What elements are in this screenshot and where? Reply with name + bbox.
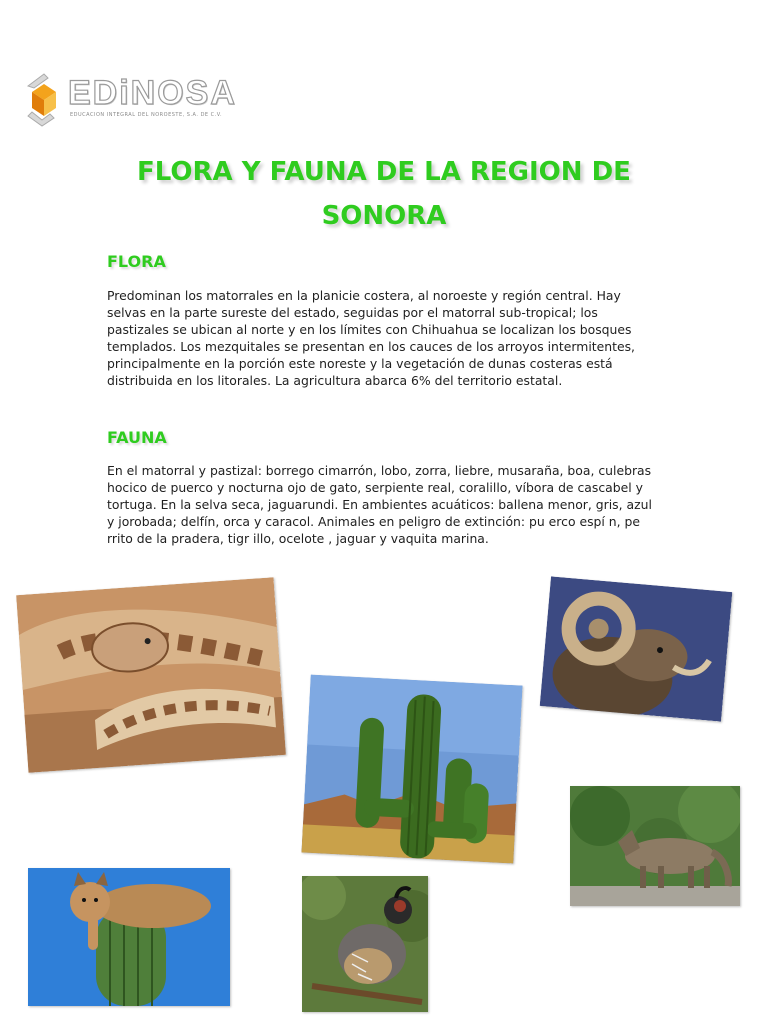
rattlesnake-photo xyxy=(16,577,286,773)
gambel-quail-photo xyxy=(302,876,428,1012)
fauna-paragraph: En el matorral y pastizal: borrego cimarrón, lobo, zorra, liebre, musaraña, boa, culebras hocico de puerco y nocturna ojo de gato, serpiente real, coralillo, víbora de cascabel y tortuga. En la selva seca, jaguarundi. En ambientes acuáticos: ballena menor, gris, azul y jorobada; delfín, orca y caracol. Animales en peligro de extinción: pu erco espí n, pe rrito de la pradera, tigr illo, ocelote , jaguar y vaquita marina. xyxy=(107,463,652,546)
rattlesnake-image xyxy=(16,577,286,773)
logo-name: EDiNOSA xyxy=(68,74,237,112)
saguaro-cactus-photo xyxy=(301,675,522,864)
flora-heading: FLORA xyxy=(107,252,166,271)
title-line-2: SONORA xyxy=(321,201,447,231)
gray-wolf-image xyxy=(570,786,740,906)
saguaro-cactus-image xyxy=(301,675,522,864)
gambel-quail-image xyxy=(302,876,428,1012)
edinosa-logo xyxy=(24,72,254,128)
bighorn-sheep-photo xyxy=(540,576,733,721)
gray-wolf-photo xyxy=(570,786,740,906)
logo-mark-icon xyxy=(24,72,64,128)
fauna-heading: FAUNA xyxy=(107,428,167,447)
bobcat-photo xyxy=(28,868,230,1006)
flora-paragraph: Predominan los matorrales en la planicie costera, al noroeste y región central. Hay selvas en la parte sureste del estado, seguidas por el matorral sub-tropical; los pastizales se ubican al norte y en los límites con Chihuahua se localizan los bosques templados. Los mezquitales se presentan en los cauces de los arroyos intermitentes, principalmente en la porción este noreste y la vegetación de dunas costeras está distribuida en los litorales. La agricultura abarca 6% del territorio estatal. xyxy=(107,288,635,388)
title-line-1: FLORA Y FAUNA DE LA REGION DE xyxy=(137,157,631,187)
page-title xyxy=(100,150,668,238)
logo-tagline: EDUCACION INTEGRAL DEL NOROESTE, S.A. DE C.V. xyxy=(70,112,223,118)
bighorn-sheep-image xyxy=(540,576,733,721)
bobcat-image xyxy=(28,868,230,1006)
